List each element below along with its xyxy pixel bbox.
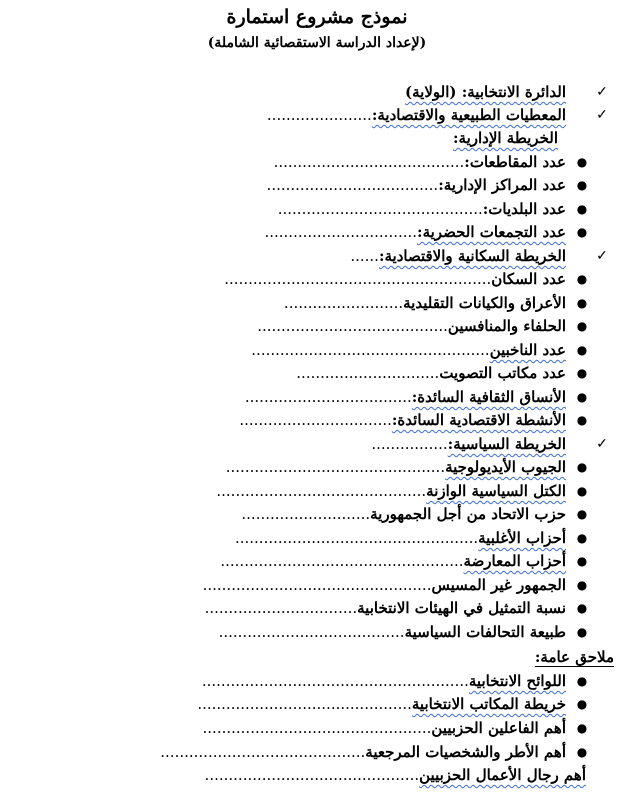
item-label: الخريطة السكانية والاقتصادية: [378, 247, 566, 265]
fill-in-dots: ........................................................ [224, 270, 492, 288]
fill-in-dots: .............................................. [225, 458, 446, 476]
form-item [0, 198, 634, 221]
item-label: عدد التجمعات الحضرية: [417, 223, 566, 241]
fill-in-dots: ........................................ [257, 317, 448, 335]
form-item [0, 693, 634, 716]
item-text [350, 245, 566, 268]
fill-in-dots: .............................. [296, 364, 440, 382]
item-label: الأنساق الثقافية السائدة: [411, 388, 566, 406]
fill-in-dots: ...................... [266, 106, 372, 124]
form-item [0, 127, 634, 150]
form-item [0, 362, 634, 385]
form-item [0, 386, 634, 409]
item-label: خريطة المكاتب الانتخابية [411, 695, 566, 713]
form-item [0, 527, 634, 550]
item-label: الأنشطة الاقتصادية السائدة: [391, 411, 566, 429]
bullet-icon: ● [576, 413, 588, 427]
bullet-icon: ● [576, 296, 588, 310]
item-text [371, 433, 566, 456]
item-label: الجيوب الأيديولوجية [445, 458, 566, 476]
bullet-icon: ● [576, 460, 588, 474]
form-item [0, 315, 634, 338]
bullet-icon: ● [576, 484, 588, 498]
form-item [0, 456, 634, 479]
item-label: عدد مكاتب التصويت [439, 364, 566, 382]
fill-in-dots: ................ [371, 435, 448, 453]
fill-in-dots: ........................................ [273, 153, 465, 171]
item-label: الجمهور غير المسيس [431, 576, 566, 594]
item-text [224, 268, 566, 291]
item-label: الكتل السياسية الوازنة [426, 482, 566, 500]
bullet-icon: ● [576, 578, 588, 592]
item-label: أحزاب الأغلبية [478, 529, 566, 547]
bullet-icon: ● [576, 178, 588, 192]
form-item [0, 409, 634, 432]
form-item [0, 221, 634, 244]
bullet-icon: ● [576, 531, 588, 545]
fill-in-dots: ................................................ [202, 719, 432, 737]
item-text [205, 764, 586, 787]
fill-in-dots: ................................................... [234, 529, 479, 547]
item-label: الخريطة السياسية: [447, 435, 566, 453]
item-label: ملاحق عامة: [534, 648, 614, 666]
form-item [0, 574, 634, 597]
bullet-icon: ● [576, 554, 588, 568]
item-text [535, 646, 614, 669]
fill-in-dots: .................................................. [251, 341, 490, 359]
page-subtitle: (لإعداد الدراسة الاستقصائية الشاملة) [207, 35, 427, 51]
fill-in-dots: ................................... [244, 388, 412, 406]
item-text [203, 574, 566, 597]
fill-in-dots: ................................................... [220, 552, 464, 570]
item-text [274, 151, 566, 174]
item-label: المعطيات الطبيعية والاقتصادية: [371, 106, 566, 124]
fill-in-dots: ................................ [204, 599, 358, 617]
bullet-icon: ● [576, 272, 588, 286]
item-text [267, 104, 566, 127]
item-text [216, 480, 566, 503]
bullet-icon: ● [576, 674, 588, 688]
check-icon: ✓ [596, 248, 608, 264]
fill-in-dots: ....................................... [218, 623, 405, 641]
item-text [257, 315, 566, 338]
item-text [203, 717, 566, 740]
form-item [0, 339, 634, 362]
bullet-icon: ● [576, 366, 588, 380]
fill-in-dots: ...... [350, 247, 379, 265]
form-item [0, 81, 634, 104]
fill-in-dots: ........................... [241, 505, 371, 523]
item-label: الأعراق والكيانات التقليدية [403, 294, 566, 312]
item-text [202, 670, 566, 693]
item-text [453, 127, 558, 150]
form-item [0, 503, 634, 526]
fill-in-dots: ................................ [264, 223, 418, 241]
form-item [0, 741, 634, 764]
bullet-icon: ● [576, 601, 588, 615]
item-text [405, 81, 566, 104]
item-text [251, 339, 566, 362]
form-item [0, 245, 634, 268]
item-text [245, 386, 566, 409]
bullet-icon: ● [576, 225, 588, 239]
page-title: نموذج مشروع استمارة [226, 6, 408, 28]
form-item [0, 268, 634, 291]
item-text [205, 597, 566, 620]
item-label: عدد البلديات: [482, 200, 566, 218]
form-item [0, 597, 634, 620]
form-item [0, 670, 634, 693]
item-text [226, 456, 566, 479]
item-label: الخريطة الإدارية: [452, 129, 558, 147]
item-text [241, 503, 566, 526]
form-item [0, 621, 634, 644]
item-label: عدد السكان [491, 270, 566, 288]
check-icon: ✓ [596, 84, 608, 100]
item-text [264, 221, 566, 244]
fill-in-dots: ............................................ [216, 482, 427, 500]
form-item [0, 764, 634, 787]
form-item [0, 151, 634, 174]
form-item [0, 292, 634, 315]
item-label: الحلفاء والمنافسين [447, 317, 566, 335]
bullet-icon: ● [576, 343, 588, 357]
bullet-icon: ● [576, 745, 588, 759]
bullet-icon: ● [576, 507, 588, 521]
fill-in-dots: ........................................................ [201, 672, 469, 690]
bullet-icon: ● [576, 155, 588, 169]
item-text [284, 292, 566, 315]
fill-in-dots: ............................................. [204, 766, 420, 784]
bullet-icon: ● [576, 625, 588, 639]
bullet-icon: ● [576, 202, 588, 216]
item-text [239, 409, 566, 432]
item-text [219, 621, 566, 644]
item-label: عدد المراكز الإدارية: [438, 176, 566, 194]
check-icon: ✓ [596, 107, 608, 123]
fill-in-dots: ............................................. [197, 695, 412, 713]
fill-in-dots: ................................ [239, 411, 392, 429]
form-item [0, 174, 634, 197]
form-item [0, 433, 634, 456]
bullet-icon: ● [576, 390, 588, 404]
form-item [0, 104, 634, 127]
item-label: الدائرة الانتخابية: (الولاية) [405, 83, 566, 101]
item-text [278, 198, 566, 221]
item-label: أهم الفاعلين الحزبيين [431, 719, 566, 737]
form-item [0, 717, 634, 740]
item-text [220, 550, 566, 573]
bullet-icon: ● [576, 721, 588, 735]
item-label: أحزاب المعارضة [463, 552, 566, 570]
item-text [267, 174, 566, 197]
form-item [0, 480, 634, 503]
item-label: أهم رجال الأعمال الحزبيين [419, 766, 586, 784]
item-label: عدد الناخبين [489, 341, 566, 359]
item-label: اللوائح الانتخابية [468, 672, 566, 690]
form-item [0, 646, 634, 669]
fill-in-dots: ................................................ [202, 576, 432, 594]
item-text [160, 741, 566, 764]
item-label: طبيعة التحالفات السياسية [404, 623, 566, 641]
item-text [235, 527, 566, 550]
bullet-icon: ● [576, 697, 588, 711]
item-text [296, 362, 566, 385]
item-label: حزب الاتحاد من أجل الجمهورية [370, 505, 566, 523]
fill-in-dots: ......................... [283, 294, 404, 312]
form-item [0, 550, 634, 573]
item-label: نسبة التمثيل في الهيئات الانتخابية [357, 599, 566, 617]
fill-in-dots: ........................................... [160, 743, 366, 761]
item-label: عدد المقاطعات: [464, 153, 566, 171]
item-text [197, 693, 566, 716]
fill-in-dots: .................................... [266, 176, 439, 194]
item-label: أهم الأطر والشخصيات المرجعية [365, 743, 566, 761]
fill-in-dots: ........................................... [277, 200, 483, 218]
bullet-icon: ● [576, 319, 588, 333]
check-icon: ✓ [596, 436, 608, 452]
